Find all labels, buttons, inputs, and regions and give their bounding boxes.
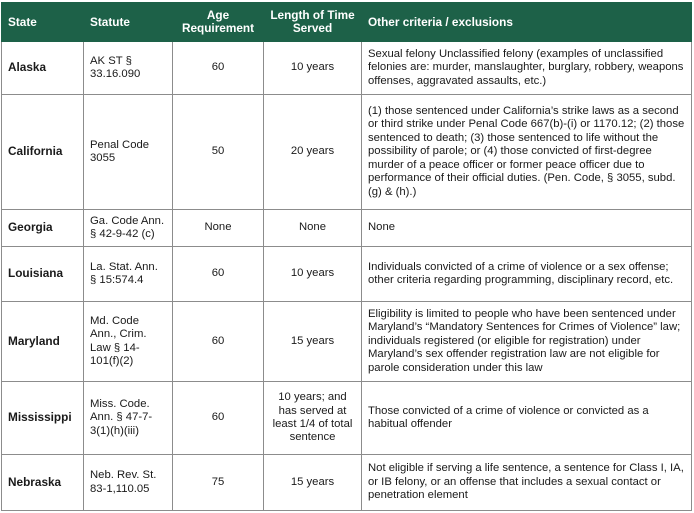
cell-criteria: Individuals convicted of a crime of violence or a sex offense; other criteria regarding programming, disciplinary record, etc. bbox=[362, 247, 692, 302]
cell-state: Maryland bbox=[2, 302, 84, 382]
header-row bbox=[2, 3, 692, 42]
cell-age: 60 bbox=[173, 302, 264, 382]
cell-age: 60 bbox=[173, 42, 264, 95]
cell-time-served: 10 years bbox=[264, 247, 362, 302]
cell-criteria: Those convicted of a crime of violence or convicted as a habitual offender bbox=[362, 382, 692, 455]
cell-time-served: 10 years; and has served at least 1/4 of total sentence bbox=[264, 382, 362, 455]
table-row bbox=[2, 210, 692, 247]
cell-statute: Miss. Code. Ann. § 47-7-3(1)(h)(iii) bbox=[84, 382, 173, 455]
cell-criteria: (1) those sentenced under California’s strike laws as a second or third strike under Penal Code 667(b)-(i) or 1170.12; (2) those sentenced to death; (3) those sentenced to life without the possibility of parole; or (4) those convicted of first-degree murder of a peace officer or former peace officer due to performance of their official duties. (Pen. Code, § 3055, subd. (g) & (h).) bbox=[362, 95, 692, 210]
cell-time-served: 15 years bbox=[264, 302, 362, 382]
cell-statute: Ga. Code Ann. § 42-9-42 (c) bbox=[84, 210, 173, 247]
cell-statute: Md. Code Ann., Crim. Law § 14-101(f)(2) bbox=[84, 302, 173, 382]
cell-state: California bbox=[2, 95, 84, 210]
cell-time-served: 10 years bbox=[264, 42, 362, 95]
table-row bbox=[2, 42, 692, 95]
cell-statute: Neb. Rev. St. 83-1,110.05 bbox=[84, 455, 173, 511]
cell-age: 60 bbox=[173, 382, 264, 455]
cell-criteria: None bbox=[362, 210, 692, 247]
table-row bbox=[2, 95, 692, 210]
cell-statute: AK ST § 33.16.090 bbox=[84, 42, 173, 95]
table-row bbox=[2, 302, 692, 382]
cell-age: 60 bbox=[173, 247, 264, 302]
cell-criteria: Eligibility is limited to people who have been sentenced under Maryland’s “Mandatory Sentences for Crimes of Violence” law; individuals registered (or eligible for registration) under Maryland’s sex offender registration law are not eligible for parole consideration under this law bbox=[362, 302, 692, 382]
cell-time-served: None bbox=[264, 210, 362, 247]
cell-time-served: 20 years bbox=[264, 95, 362, 210]
cell-state: Mississippi bbox=[2, 382, 84, 455]
header-statute: Statute bbox=[84, 3, 173, 42]
table-row bbox=[2, 382, 692, 455]
table-row bbox=[2, 247, 692, 302]
cell-time-served: 15 years bbox=[264, 455, 362, 511]
header-age-requirement: Age Requirement bbox=[173, 3, 264, 42]
cell-criteria: Not eligible if serving a life sentence, a sentence for Class I, IA, or IB felony, or an offense that includes a sexual contact or penetration element bbox=[362, 455, 692, 511]
cell-state: Louisiana bbox=[2, 247, 84, 302]
table-header bbox=[2, 3, 692, 42]
cell-state: Alaska bbox=[2, 42, 84, 95]
cell-age: None bbox=[173, 210, 264, 247]
cell-state: Nebraska bbox=[2, 455, 84, 511]
header-other-criteria: Other criteria / exclusions bbox=[362, 3, 692, 42]
table-body bbox=[2, 42, 692, 511]
cell-statute: La. Stat. Ann. § 15:574.4 bbox=[84, 247, 173, 302]
cell-criteria: Sexual felony Unclassified felony (examples of unclassified felonies are: murder, manslaughter, burglary, robbery, weapons offenses, aggravated assaults, etc.) bbox=[362, 42, 692, 95]
header-time-served: Length of Time Served bbox=[264, 3, 362, 42]
table-row bbox=[2, 455, 692, 511]
cell-age: 50 bbox=[173, 95, 264, 210]
cell-state: Georgia bbox=[2, 210, 84, 247]
parole-eligibility-table bbox=[1, 2, 692, 511]
cell-statute: Penal Code 3055 bbox=[84, 95, 173, 210]
header-state: State bbox=[2, 3, 84, 42]
cell-age: 75 bbox=[173, 455, 264, 511]
